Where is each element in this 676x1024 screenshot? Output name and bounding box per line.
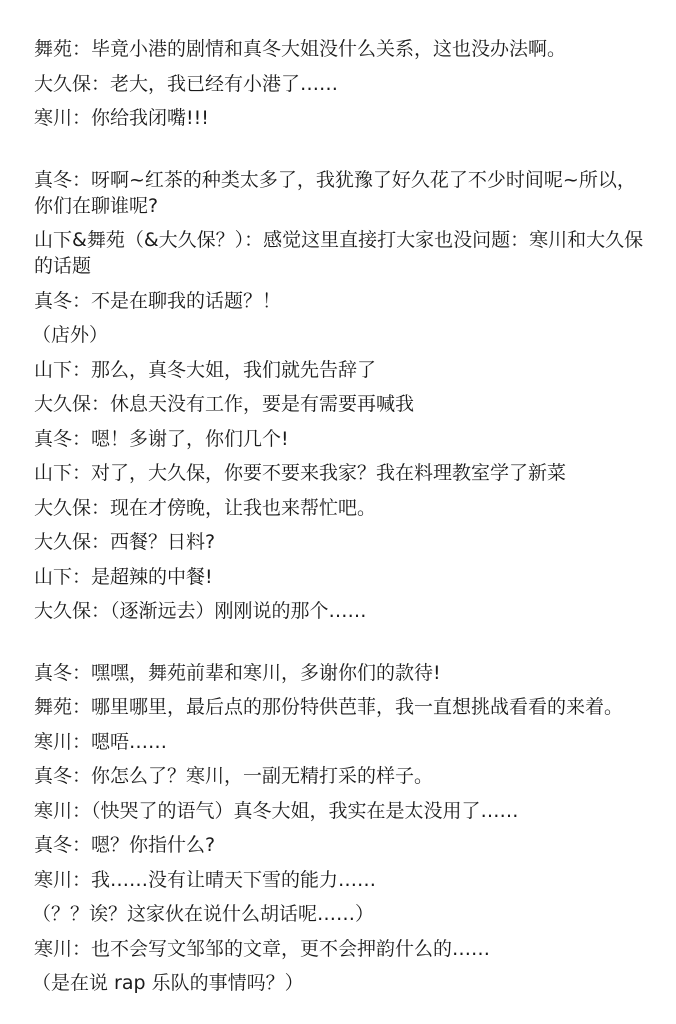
stage-direction-line: （？？诶？这家伙在说什么胡话呢……） [32,903,375,925]
dialogue-line: 山下：那么，真冬大姐，我们就先告辞了 [34,358,377,381]
dialogue-line: 寒川：也不会写文邹邹的文章，更不会押韵什么的…… [34,937,491,960]
dialogue-line: 大久保：西餐？日料? [34,531,216,553]
dialogue-line: 寒川：嗯唔…… [34,730,168,753]
dialogue-line: 大久保：现在才傍晚，让我也来帮忙吧。 [34,496,377,519]
dialogue-document [34,36,654,1005]
dialogue-line: 大久保：（逐渐远去）刚刚说的那个…… [34,600,367,622]
dialogue-line: 大久保：老大，我已经有小港了…… [34,72,339,95]
dialogue-line: 真冬：嘿嘿，舞苑前辈和寒川，多谢你们的款待! [34,661,441,684]
dialogue-line: 寒川：（快哭了的语气）真冬大姐，我实在是太没用了…… [34,799,519,822]
dialogue-line: 寒川：你给我闭嘴!!! [34,107,209,129]
dialogue-line: 真冬：呀啊~红茶的种类太多了，我犹豫了好久花了不少时间呢~所以，你们在聊谁呢? [34,168,636,217]
dialogue-line: 真冬：嗯！多谢了，你们几个! [34,427,289,450]
dialogue-line: 山下：是超辣的中餐! [34,565,213,588]
stage-direction-line: （店外） [32,324,109,346]
dialogue-line: 舞苑：哪里哪里，最后点的那份特供芭菲，我一直想挑战看看的来着。 [34,696,624,718]
section-gap [34,140,654,167]
dialogue-line: 山下：对了，大久保，你要不要来我家？我在料理教室学了新菜 [34,462,567,484]
section-gap [34,633,654,660]
dialogue-line: 真冬：嗯？你指什么? [34,834,216,856]
dialogue-line: 真冬：你怎么了？寒川，一副无精打采的样子。 [34,765,434,787]
dialogue-line: 舞苑：毕竟小港的剧情和真冬大姐没什么关系，这也没办法啊。 [34,38,567,60]
dialogue-line: 寒川：我……没有让晴天下雪的能力…… [34,868,377,891]
dialogue-line: 大久保：休息天没有工作，要是有需要再喊我 [34,393,415,415]
dialogue-line: 山下&舞苑（&大久保？）：感觉这里直接打大家也没问题：寒川和大久保的话题 [34,229,644,277]
stage-direction-line: （是在说 rap 乐队的事情吗？） [32,972,304,994]
dialogue-line: 真冬：不是在聊我的话题？！ [34,289,282,312]
